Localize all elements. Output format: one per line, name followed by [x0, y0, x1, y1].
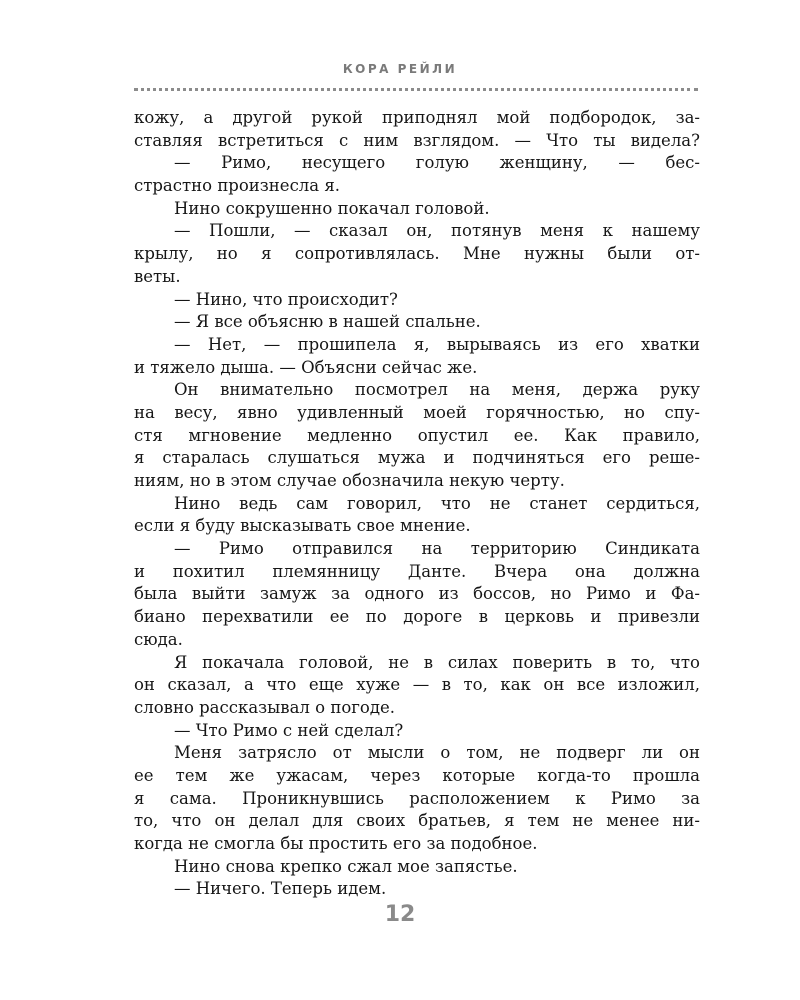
text-line: кожу, а другой рукой приподнял мой подбородок, за-	[134, 108, 700, 127]
text-line: Он внимательно посмотрел на меня, держа руку	[174, 380, 700, 400]
text-line: биано перехватили ее по дороге в церковь и привезли	[134, 607, 700, 627]
text-line: стя мгновение медленно опустил ее. Как правило,	[134, 425, 700, 445]
text-line: крылу, но я сопротивлялась. Мне нужны были от-	[134, 244, 700, 264]
text-line: и тяжело дыша. — Объясни сейчас же.	[134, 357, 478, 377]
text-line: сюда.	[134, 629, 183, 649]
text-line: — Римо отправился на территорию Синдиката	[174, 539, 700, 559]
body-text	[134, 107, 700, 901]
text-line: — Что Римо с ней сделал?	[174, 720, 404, 740]
page-number: 12	[384, 902, 416, 927]
text-line: была выйти замуж за одного из боссов, но Римо и Фа-	[134, 584, 700, 604]
text-line: ниям, но в этом случае обозначила некую черту.	[134, 471, 565, 490]
text-line: я сама. Проникнувшись расположением к Римо за	[134, 788, 700, 808]
text-line: — Нет, — прошипела я, вырываясь из его хватки	[174, 334, 700, 354]
text-line: ставляя встретиться с ним взглядом. — Что ты видела?	[134, 130, 700, 150]
text-line: Я покачала головой, не в силах поверить в то, что	[174, 652, 700, 672]
text-line: — Пошли, — сказал он, потянув меня к нашему	[174, 221, 700, 241]
text-line: когда не смогла бы простить его за подобное.	[134, 834, 538, 853]
text-line: — Римо, несущего голую женщину, — бес-	[174, 153, 700, 173]
text-line: ее тем же ужасам, через которые когда-то прошла	[134, 765, 700, 785]
text-line: то, что он делал для своих братьев, я тем не менее ни-	[134, 811, 700, 831]
text-line: он сказал, а что еще хуже — в то, как он все изложил,	[134, 675, 700, 695]
text-line: — Нино, что происходит?	[174, 289, 398, 309]
text-line: страстно произнесла я.	[134, 176, 341, 196]
text-line: Нино ведь сам говорил, что не станет сердиться,	[174, 493, 700, 513]
text-line: Меня затрясло от мысли о том, не подверг ли он	[174, 743, 700, 763]
text-line: я старалась слушаться мужа и подчиняться его реше-	[134, 448, 700, 468]
running-header: КОРА РЕЙЛИ	[342, 62, 458, 76]
text-line: словно рассказывал о погоде.	[134, 697, 395, 717]
header-divider	[134, 88, 698, 91]
text-line: веты.	[134, 266, 181, 286]
text-line: на весу, явно удивленный моей горячностью, но спу-	[134, 402, 700, 422]
text-line: Нино снова крепко сжал мое запястье.	[174, 856, 518, 876]
text-line: и похитил племянницу Данте. Вчера она должна	[134, 561, 700, 581]
text-line: — Ничего. Теперь идем.	[174, 879, 387, 899]
text-line: — Я все объясню в нашей спальне.	[174, 312, 481, 332]
text-line: если я буду высказывать свое мнение.	[134, 516, 471, 536]
text-line: Нино сокрушенно покачал головой.	[174, 198, 490, 218]
